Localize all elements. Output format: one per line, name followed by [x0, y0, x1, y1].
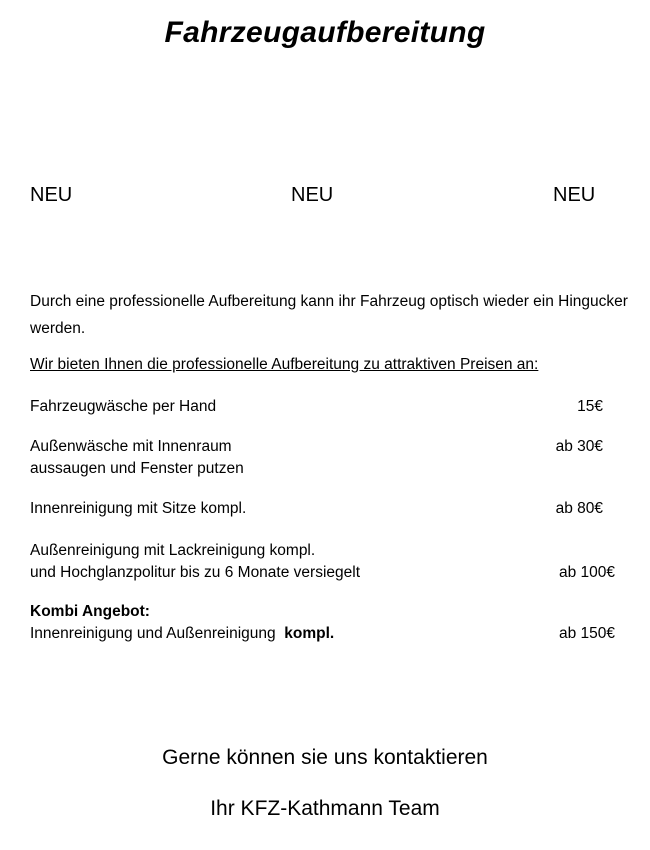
combo-description: [30, 623, 615, 645]
service-price: ab 100€: [558, 564, 615, 581]
service-description: Innenreinigung mit Sitze kompl.: [30, 500, 247, 517]
service-description: Außenwäsche mit Innenraum: [30, 438, 232, 455]
offer-heading: Wir bieten Ihnen die professionelle Aufbereitung zu attraktiven Preisen an:: [30, 356, 539, 373]
service-price: ab 30€: [555, 438, 603, 455]
service-price: 15€: [577, 398, 603, 415]
combo-text: Innenreinigung und Außenreinigung: [30, 625, 276, 642]
footer-contact: Gerne können sie uns kontaktieren: [162, 746, 488, 769]
intro-paragraph: Durch eine professionelle Aufbereitung kann ihr Fahrzeug optisch wieder ein Hingucker werden.: [30, 293, 628, 337]
service-item-hand-wash: [30, 396, 615, 418]
service-description-line2: und Hochglanzpolitur bis zu 6 Monate versiegelt: [30, 564, 360, 581]
service-description-line2: aussaugen und Fenster putzen: [30, 460, 244, 477]
banner-neu-left: NEU: [30, 184, 73, 206]
service-description: Fahrzeugwäsche per Hand: [30, 398, 217, 415]
footer-team: Ihr KFZ-Kathmann Team: [210, 797, 440, 820]
combo-text-bold: kompl.: [284, 625, 335, 642]
combo-offer: [30, 601, 615, 645]
service-price: ab 80€: [555, 500, 603, 517]
combo-price: ab 150€: [558, 625, 615, 642]
banner-neu-right: NEU: [553, 184, 596, 206]
service-item-interior-cleaning: [30, 498, 615, 520]
page-title: Fahrzeugaufbereitung: [164, 16, 486, 49]
service-item-exterior-interior: [30, 436, 615, 480]
combo-heading: Kombi Angebot:: [30, 603, 150, 620]
banner-neu-center: NEU: [291, 184, 334, 206]
service-item-paint-polish: [30, 540, 615, 584]
service-description: Außenreinigung mit Lackreinigung kompl.: [30, 542, 316, 559]
